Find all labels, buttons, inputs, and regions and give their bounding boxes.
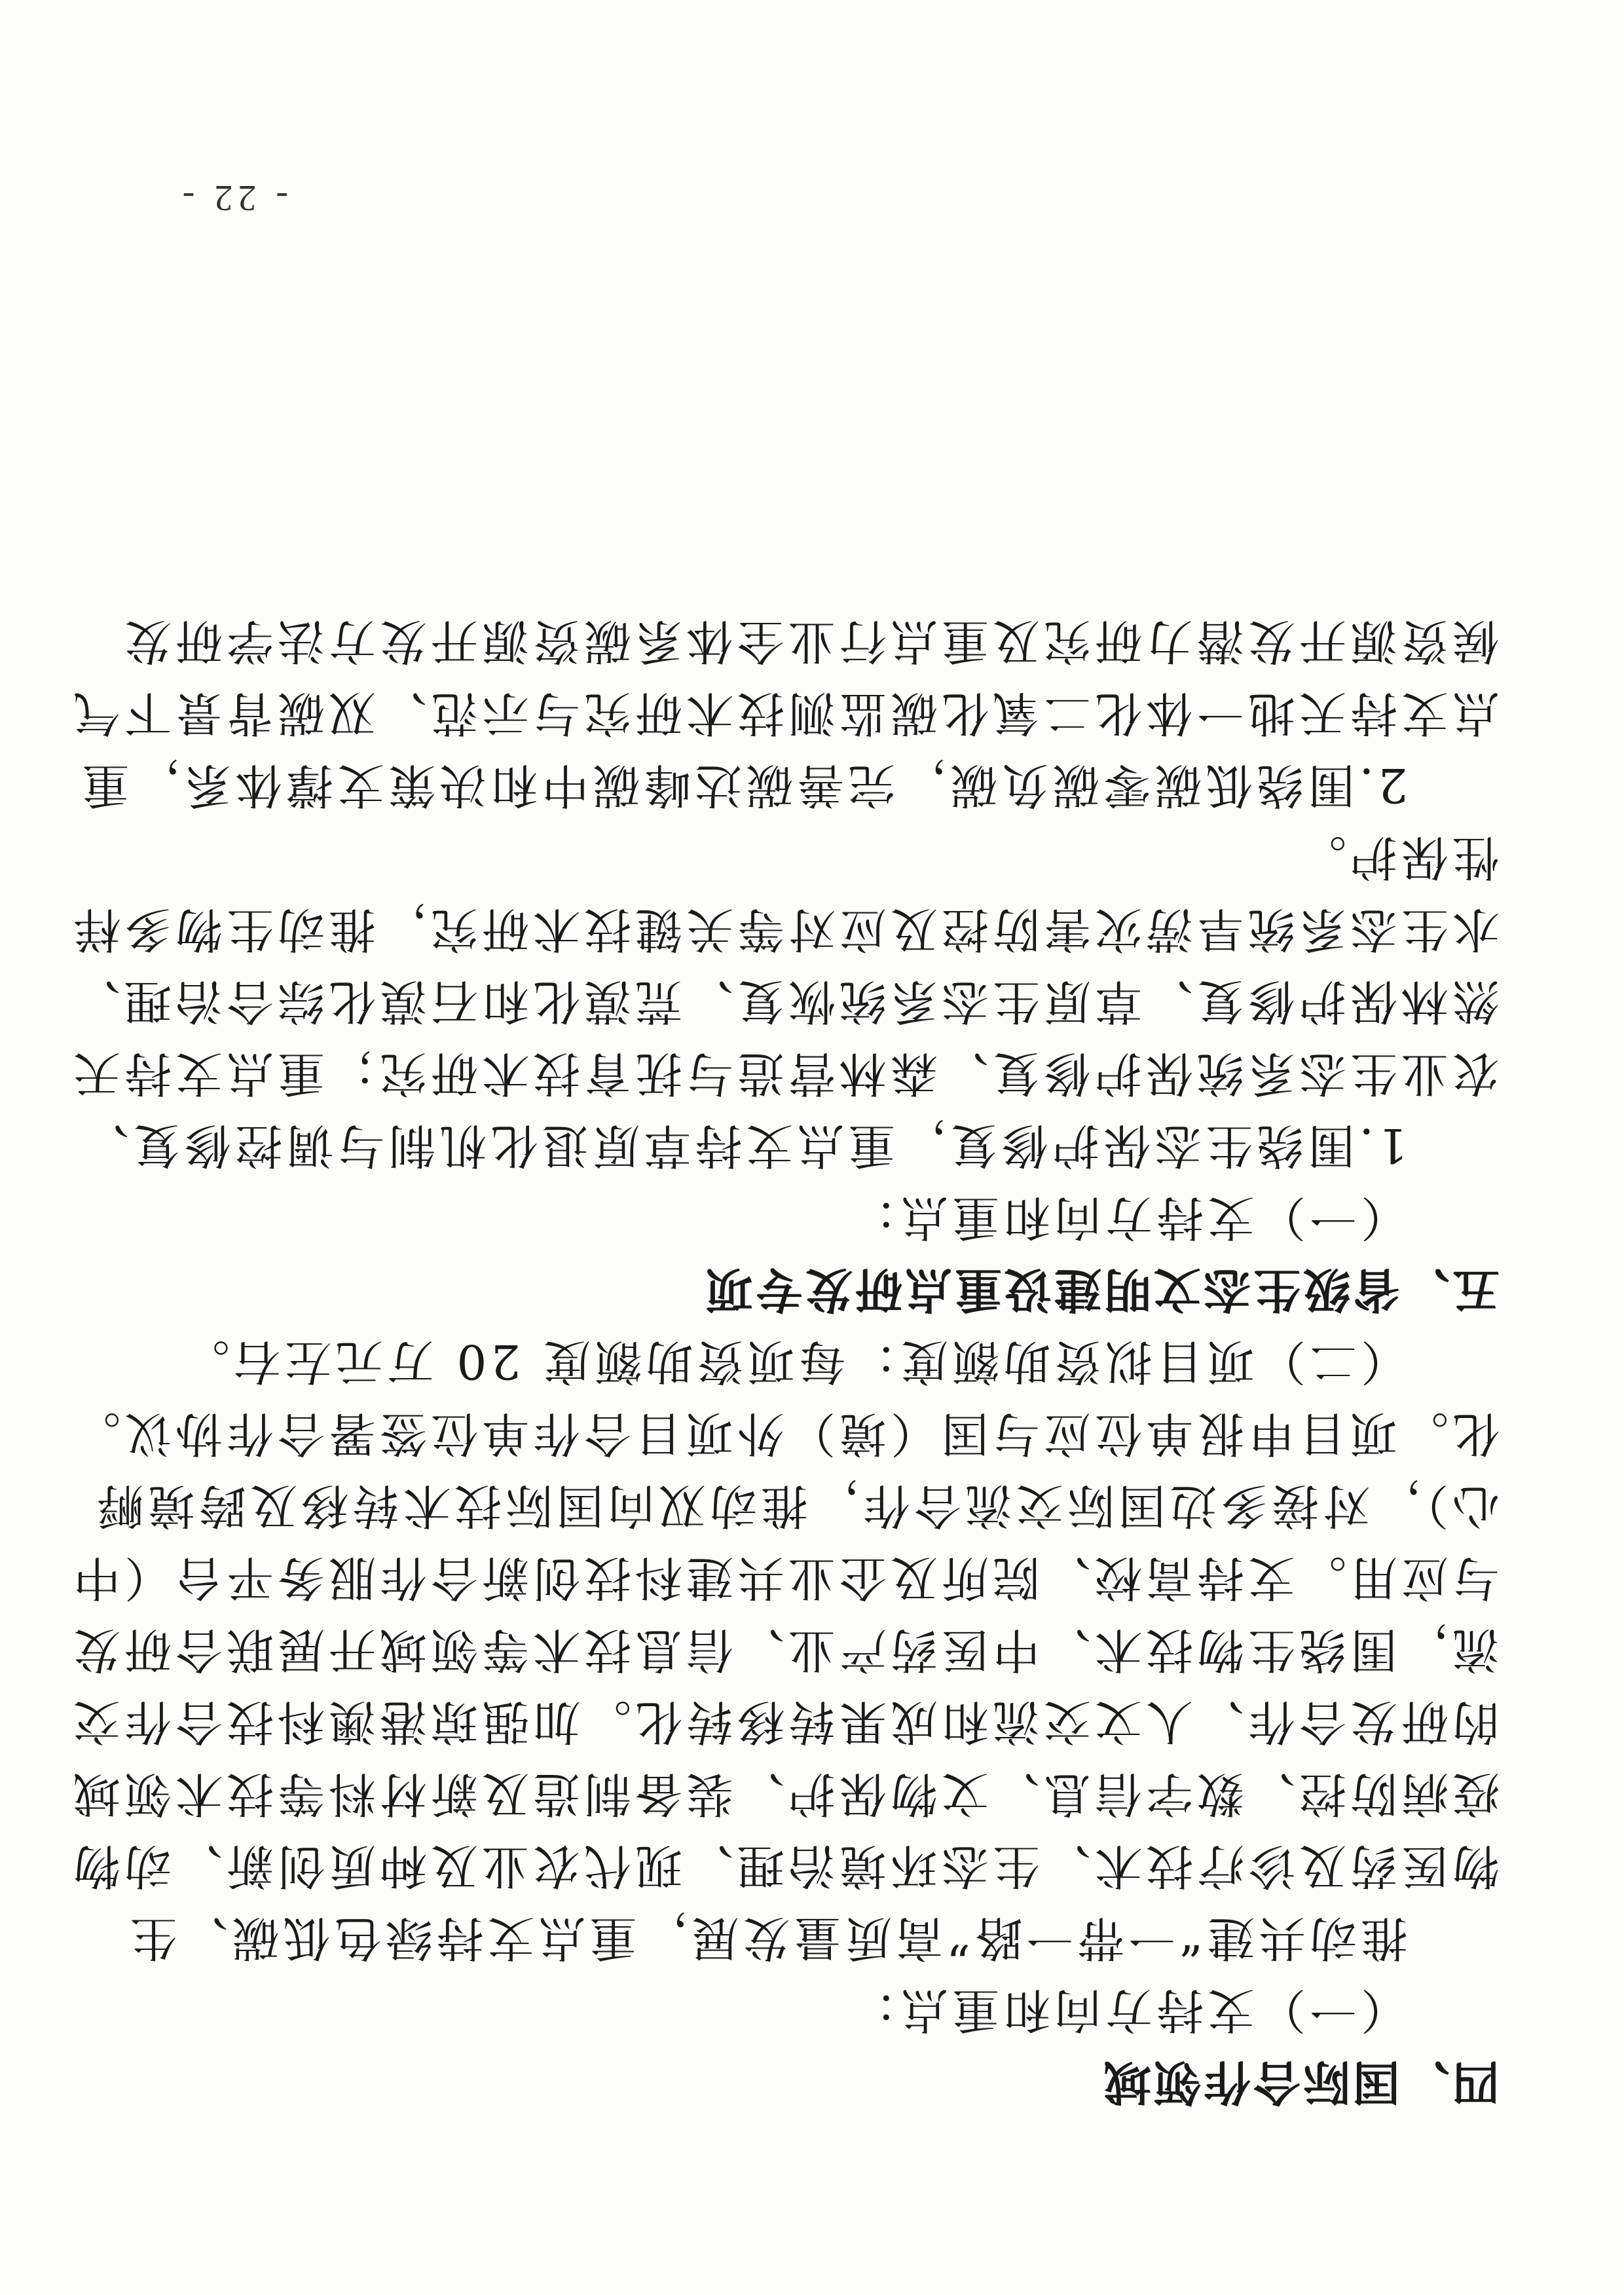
item-1-line-4: 水生态系统旱涝灾害防控及应对等关键技术研究，推动生物多样: [69, 902, 1500, 957]
item-2-line-2: 点支持天地一体化二氧化碳监测技术研究与示范、双碳背景下气: [69, 686, 1500, 741]
section-5-subheading-direction: （一）支持方向和重点：: [845, 1190, 1408, 1245]
item-1-line-5: 性保护。: [1295, 830, 1500, 885]
section-4-paragraph-line-5: 流，围绕生物技术、中医药产业、信息技术等领域开展联合研发: [69, 1622, 1500, 1677]
item-1-line-1: 1.围绕生态保护修复，重点支持草原退化机制与调控修复、: [78, 1118, 1408, 1173]
item-2-line-1: 2.围绕低碳零碳负碳，完善碳达峰碳中和决策支撑体系，重: [78, 758, 1408, 813]
section-4-paragraph-line-4: 的研发合作、人文交流和成果转移转化。加强琼港澳科技合作交: [69, 1694, 1500, 1749]
section-4-paragraph-line-8: 化。项目申报单位应与国（境）外项目合作单位签署合作协议。: [69, 1406, 1500, 1461]
section-4-subheading-direction: （一）支持方向和重点：: [845, 1983, 1408, 2038]
item-1-line-2: 农业生态系统保护修复、森林营造与抚育技术研究；重点支持天: [69, 1046, 1500, 1101]
section-4-paragraph-line-7: 心），对接多边国际交流合作，推动双向国际技术转移及跨境孵: [92, 1478, 1500, 1533]
section-4-paragraph-line-1: 推动共建“一带一路”高质量发展，重点支持绿色低碳、生: [126, 1911, 1408, 1966]
section-4-funding-amount: （二）项目拟资助额度：每项资助额度 20 万元左右。: [178, 1334, 1408, 1389]
section-4-paragraph-line-6: 与应用。支持高校、院所及企业共建科技创新合作服务平台（中: [69, 1550, 1500, 1605]
item-1-line-3: 然林保护修复、草原生态系统恢复、荒漠化和石漠化综合治理、: [69, 974, 1500, 1029]
section-4-paragraph-line-2: 物医药及诊疗技术、生态环境治理、现代农业及种质创新、动物: [69, 1838, 1500, 1894]
page-number: - 22 -: [177, 177, 288, 218]
section-4-paragraph-line-3: 疫病防控、数字信息、文物保护、装备制造及新材料等技术领域: [69, 1766, 1500, 1821]
section-4-heading: 四、国际合作领域: [1101, 2055, 1500, 2110]
section-5-heading: 五、省级生态文明建设重点研发专项: [703, 1262, 1500, 1317]
item-2-line-3: 候资源开发潜力研究及重点行业全体系碳资源开发方法学研发: [120, 614, 1500, 669]
